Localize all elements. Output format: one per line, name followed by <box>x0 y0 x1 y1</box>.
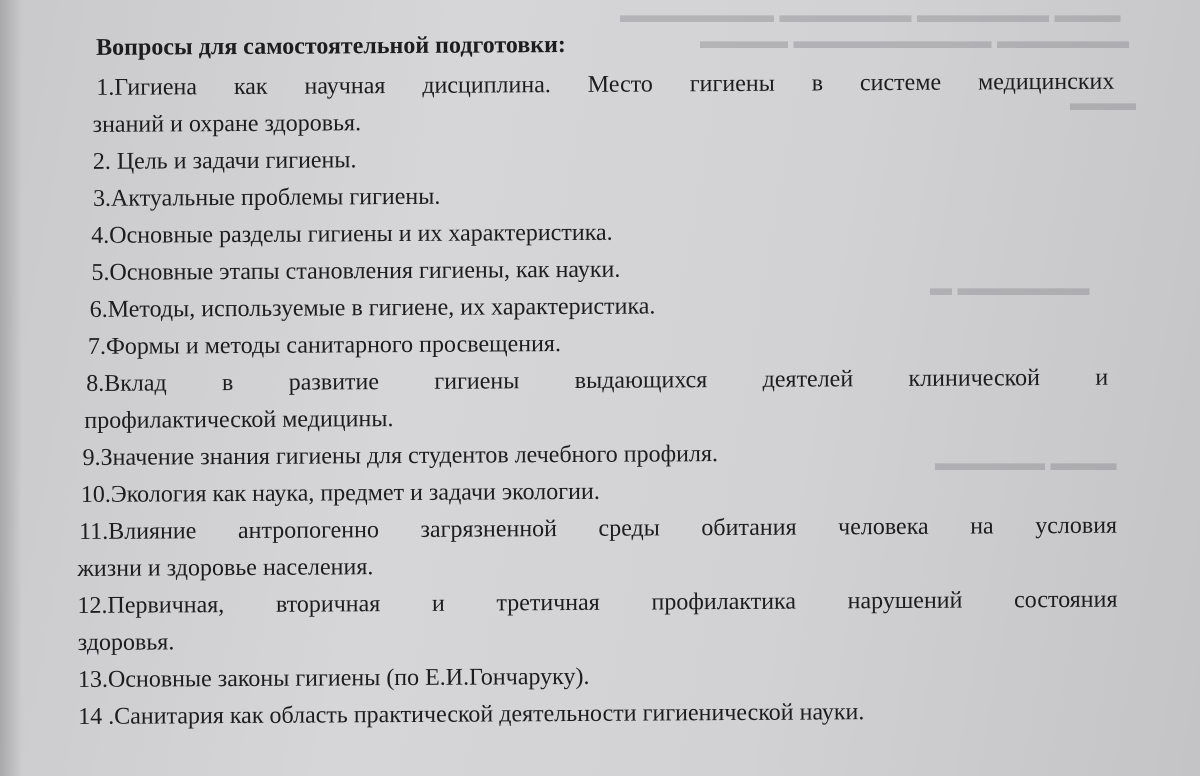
question-item <box>76 323 1116 366</box>
question-text: 9.Значение знания гигиены для студентов лечебного профиля. <box>82 441 719 471</box>
question-text: 8.Вклад в развитие гигиены выдающихся деятелей клинической и <box>86 364 1109 397</box>
question-item <box>76 360 1116 403</box>
question-item-continuation <box>77 545 1117 588</box>
question-item <box>77 508 1117 551</box>
question-item-continuation <box>78 619 1118 662</box>
question-item <box>77 582 1117 625</box>
question-text: 5.Основные этапы становления гигиены, как науки. <box>91 256 621 286</box>
question-text: 4.Основные разделы гигиены и их характеристика. <box>91 219 613 249</box>
question-item <box>76 286 1116 329</box>
question-item <box>75 138 1115 181</box>
question-text: 2. Цель и задачи гигиены. <box>92 147 357 175</box>
question-text: 11.Влияние антропогенно загрязненной среды обитания человека на условия <box>78 512 1118 545</box>
show-through-text: ▬▬▬ ▬▬▬▬▬ <box>935 450 1117 475</box>
question-text: 6.Методы, используемые в гигиене, их характеристика. <box>89 293 656 323</box>
question-item <box>74 64 1114 107</box>
show-through-text: ▬▬▬▬▬▬ ▬ <box>930 275 1090 300</box>
question-text: 7.Формы и методы санитарного просвещения. <box>87 331 562 360</box>
question-text: 12.Первичная, вторичная и третичная профилактика нарушений состояния <box>77 586 1118 619</box>
question-text: 1.Гигиена как научная дисциплина. Место гигиены в системе медицинских <box>96 68 1115 101</box>
questions-section <box>74 26 1118 736</box>
question-item <box>78 693 1118 736</box>
question-text: знаний и охране здоровья. <box>92 110 362 138</box>
question-item <box>77 471 1117 514</box>
question-text: 3.Актуальные проблемы гигиены. <box>92 183 441 212</box>
question-text: 14 .Санитария как область практической деятельности гигиенической науки. <box>78 699 865 730</box>
question-item <box>75 212 1115 255</box>
question-item <box>76 434 1116 477</box>
question-text: жизни и здоровье населения. <box>77 554 374 582</box>
question-item-continuation <box>74 101 1114 144</box>
question-item <box>75 249 1115 292</box>
show-through-text: ▬▬▬ <box>1070 90 1136 115</box>
question-text: 13.Основные законы гигиены (по Е.И.Гончаруку). <box>77 663 590 693</box>
question-item-continuation <box>76 397 1116 440</box>
page-edge-shadow <box>0 0 22 776</box>
show-through-text: ▬▬▬▬▬▬ ▬▬▬▬▬▬▬▬▬ ▬▬▬▬ <box>700 28 1129 53</box>
question-text: профилактической медицины. <box>84 406 394 434</box>
question-text: 10.Экология как наука, предмет и задачи экологии. <box>80 478 600 508</box>
section-heading: Вопросы для самостоятельной подготовки: <box>96 31 566 61</box>
show-through-text: ▬▬▬ ▬▬▬▬▬▬ ▬▬▬▬▬▬ ▬▬▬▬▬▬▬ <box>620 2 1121 27</box>
question-text: здоровья. <box>77 629 175 656</box>
question-item <box>78 656 1118 699</box>
question-item <box>75 175 1115 218</box>
